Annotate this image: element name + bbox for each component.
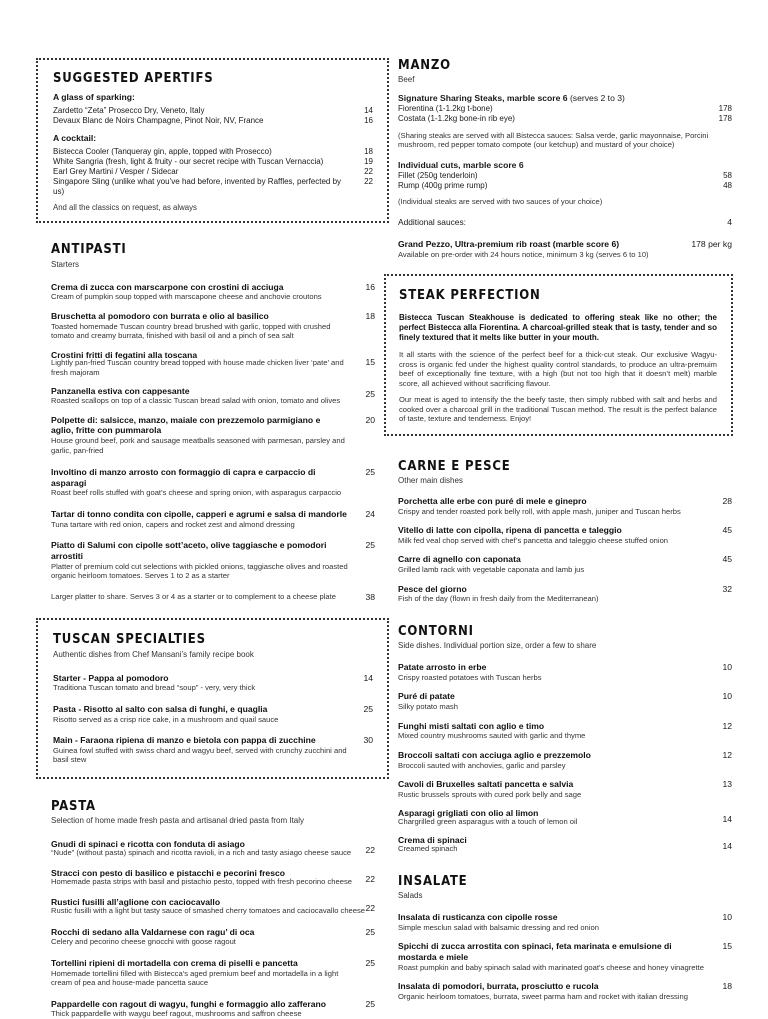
- menu-item: Crostini fritti di fegatini alla toscana 15 Lightly pan-fried Tuscan country bread topped with house made chicken liver ‘pate’ and fresh majoram: [51, 349, 375, 377]
- list-item: Costata (1-1.2kg bone-in rib eye) 178: [398, 113, 732, 123]
- menu-item: Main - Faraona ripiena di manzo e bietola con pappa di zucchine 30 Guinea fowl stuffed with swiss chard and wagyu beef, served with crunchy zucchini and basil stew: [53, 735, 373, 765]
- list-item: Singapore Sling (unlike what you’ve had before, invented by Raffles, perfected by us) 22: [53, 176, 373, 196]
- menu-item: Starter - Pappa al pomodoro 14 Traditiona Tuscan tomato and bread “soup” - very, very thick: [53, 672, 373, 693]
- glass-heading: A glass of sparking:: [53, 92, 135, 103]
- manzo-title: MANZO: [398, 58, 451, 73]
- glass-list: [53, 106, 373, 126]
- menu-item: Pesce del giorno 32 Fish of the day (flown in fresh daily from the Mediterranean): [398, 583, 732, 604]
- menu-item: Vitello di latte con cipolla, ripena di pancetta e taleggio 45 Milk fed veal chop served with chef’s pancetta and taleggio cheese stuffed onion: [398, 525, 732, 545]
- menu-item: Rocchi di sedano alla Valdarnese con ragu’ di oca 25 Celery and pecorino cheese gnocchi with goose ragout: [51, 926, 375, 947]
- antipasti-section: [36, 242, 388, 602]
- tuscan-box: [36, 618, 389, 778]
- pasta-section: [36, 799, 388, 1019]
- list-item: Devaux Blanc de Noirs Champagne, Pinot Noir, NV, France 16: [53, 115, 373, 125]
- list-item: Bistecca Cooler (Tanqueray gin, apple, topped with Prosecco) 18: [53, 146, 373, 156]
- menu-item: Patate arrosto in erbe 10 Crispy roasted potatoes with Tuscan herbs: [398, 662, 732, 682]
- aperitifs-footer: And all the classics on request, as always: [53, 202, 197, 212]
- individual-desc: (Individual steaks are served with two sauces of your choice): [398, 196, 603, 206]
- antipasti-subtitle: Starters: [51, 259, 80, 269]
- menu-item: Larger platter to share. Serves 3 or 4 as a starter or to complement to a cheese plate 38: [51, 591, 375, 602]
- menu-item: Cavoli di Bruxelles saltati pancetta e salvia 13 Rustic brussels sprouts with cured pork belly and sage: [398, 779, 732, 799]
- steak-box: [384, 274, 733, 436]
- menu-item: Insalata di rusticanza con cipolle rosse 10 Simple mesclun salad with balsamic dressing and red onion: [398, 911, 732, 932]
- menu-item: Panzanella estiva con cappesante 25 Roasted scallops on top of a classic Tuscan bread salad with onion, tomato and olives: [51, 386, 375, 406]
- menu-item: Asparagi grigliati con olio al limon 14 Chargrilled green asparagus with a touch of lemon oil: [398, 808, 732, 826]
- cocktail-heading: A cocktail:: [53, 132, 97, 143]
- menu-item: Porchetta alle erbe con puré di mele e ginepro 28 Crispy and tender roasted pork belly roll, with apple mash, juniper and Tuscan herbs: [398, 496, 732, 516]
- menu-item: Crema di zucca con marscarpone con crostini di acciuga 16 Cream of pumpkin soup topped with marscapone cheese and anchovie croutons: [51, 281, 375, 302]
- right-column: [397, 58, 732, 1001]
- menu-item: Spicchi di zucca arrostita con spinaci, feta marinata e emulsione di mostarda e miele 15 Roast pumpkin and baby spinach salad with marinated goat’s cheese and honey vinagrette: [398, 941, 732, 972]
- aperitifs-title: SUGGESTED APERTIFS: [53, 71, 214, 86]
- menu-item: Involtino di manzo arrosto con formaggio di capra e carpaccio di asparagi 25 Roast beef rolls stuffed with goat’s cheese and spring onion, with asparagus carpaccio: [51, 466, 375, 498]
- list-item: Zardetto “Zeta” Prosecco Dry, Veneto, Italy 14: [53, 105, 373, 115]
- contorni-section: [397, 624, 732, 854]
- manzo-subtitle: Beef: [398, 75, 415, 85]
- cocktail-list: [53, 147, 373, 197]
- antipasti-title: ANTIPASTI: [51, 242, 127, 258]
- menu-item: Gnudi di spinaci e ricotta con fonduta di asiago 22 “Nude” (without pasta) spinach and ricotta ravioli, in a rich and tasty asiago cheese sauce: [51, 838, 375, 857]
- menu-item: Crema di spinaci 14 Creamed spinach: [398, 835, 732, 854]
- carne-title: CARNE E PESCE: [398, 458, 511, 474]
- tuscan-subtitle: Authentic dishes from Chef Mansani’s family recipe book: [53, 649, 254, 659]
- list-item: Earl Grey Martini / Vesper / Sidecar 22: [53, 166, 373, 176]
- menu-item: Carre di agnello con caponata 45 Grilled lamb rack with vegetable caponata and lamb jus: [398, 554, 732, 575]
- carne-subtitle: Other main dishes: [398, 476, 463, 486]
- manzo-section: [397, 58, 732, 259]
- sharing-heading: Signature Sharing Steaks, marble score 6: [398, 93, 568, 104]
- steak-paragraph-1: Bistecca Tuscan Steakhouse is dedicated to offering steak like no other; the perfect Bistecca alla Fiorentina. A charcoal-grilled steak that is tasty, tender and so finely textured that it melts like butter in your mouth.: [399, 313, 717, 343]
- list-item: Fiorentina (1-1.2kg t-bone) 178: [398, 103, 732, 113]
- list-item: Fillet (250g tenderloin) 58: [398, 170, 732, 180]
- menu-item: Tortellini ripieni di mortadella con crema di piselli e pancetta 25 Homemade tortellini filled with Bistecca’s aged premium beef and mortadella in a light cream of pea and house-made pancetta sauce: [51, 957, 375, 988]
- insalate-section: [397, 874, 732, 1002]
- menu-item: Polpette di: salsicce, manzo, maiale con prezzemolo parmigiano e aglio, fritte con pummarola 20 House ground beef, pork and sausage meatballs seasoned with parmesan, parsley and garlic, pan-fried: [51, 414, 375, 455]
- list-item: Rump (400g prime rump) 48: [398, 180, 732, 190]
- grand-desc: Available on pre-order with 24 hours notice, minimum 3 kg (serves 6 to 10): [398, 249, 649, 259]
- additional-sauces: Additional sauces: 4: [398, 217, 732, 228]
- menu-item: Piatto di Salumi con cipolle sott’aceto, olive taggiasche e pomodori arrostiti 25 Platter of premium cold cut selections with pickled onions, taggiasche olives and roasted organic heirloom tomatoes. Serves 1 to 2 as a starter: [51, 540, 375, 581]
- menu-item: Stracci con pesto di basilico e pistacchi e pecorini fresco 22 Homemade pasta strips with basil and pistachio pesto, topped with fresh pecorino cheese: [51, 868, 375, 886]
- menu-item: Puré di patate 10 Silky potato mash: [398, 691, 732, 712]
- list-item: White Sangria (fresh, light & fruity - our secret recipe with Tuscan Vernaccia) 19: [53, 156, 373, 166]
- tuscan-title: TUSCAN SPECIALTIES: [53, 632, 206, 648]
- aperitifs-box: [36, 58, 389, 223]
- menu-item: Rustici fusilli all’aglione con caciocavallo 22 Rustic fusilli with a light but tasty sauce of smashed cherry tomatoes and caciocavallo cheese: [51, 897, 375, 916]
- steak-paragraph-3: Our meat is aged to intensify the the beefy taste, then simply rubbed with salt and herbs and cooked over a charcoal grill in the traditional Tuscan method. The result is the perfect balance of taste, texture and tenderness. Enjoy!: [399, 395, 717, 424]
- insalate-title: INSALATE: [398, 873, 468, 889]
- carne-section: [397, 459, 732, 604]
- steak-paragraph-2: It all starts with the science of the perfect beef for a thick-cut steak. Our exclusive Wagyu-cross is organic fed under the highest quality control standards, to produce an ultra-premuim beef of exceptionally fine texture, with a high (but not too high that it doesn’t melt) marble score, all achieved without sacrificing flavour.: [399, 350, 717, 388]
- menu-item: Tartar di tonno condita con cipolle, capperi e agrumi e salsa di mandorle 24 Tuna tartare with red onion, capers and rocket zest and almond dressing: [51, 508, 375, 529]
- menu-item: Bruschetta al pomodoro con burrata e olio al basilico 18 Toasted homemade Tuscan country bread brushed with garlic, topped with crushed tomato and creamy burrata, finished with basil oil and a pinch of sea salt: [51, 310, 375, 341]
- contorni-title: CONTORNI: [398, 623, 474, 639]
- menu-item: Broccoli saltati con acciuga aglio e prezzemolo 12 Broccoli sauted with anchovies, garlic and parsley: [398, 749, 732, 770]
- grand-pezzo: Grand Pezzo, Ultra-premium rib roast (marble score 6) 178 per kg: [398, 238, 732, 249]
- steak-title: STEAK PERFECTION: [399, 288, 541, 304]
- pasta-title: PASTA: [51, 798, 96, 814]
- menu-item: Pappardelle con ragout di wagyu, funghi e formaggio allo zafferano 25 Thick pappardelle with waygu beef ragout, mushrooms and saffron cheese: [51, 998, 375, 1019]
- pasta-subtitle: Selection of home made fresh pasta and artisanal dried pasta from Italy: [51, 815, 305, 825]
- sharing-note: (serves 2 to 3): [567, 93, 625, 104]
- contorni-subtitle: Side dishes. Individual portion size, order a few to share: [398, 641, 597, 651]
- left-column: [36, 58, 388, 1019]
- menu-item: Funghi misti saltati con aglio e timo 12 Mixed country mushrooms sauted with garlic and thyme: [398, 720, 732, 741]
- menu-item: Insalata di pomodori, burrata, prosciutto e rucola 18 Organic heirloom tomatoes, burrata, sweet parma ham and rocket with italian dressing: [398, 981, 732, 1001]
- menu-item: Pasta - Risotto al salto con salsa di funghi, e quaglia 25 Risotto served as a crisp rice cake, in a mushroom and quail sauce: [53, 703, 373, 724]
- insalate-subtitle: Salads: [398, 890, 423, 900]
- sharing-desc: (Sharing steaks are served with all Bistecca sauces: Salsa verde, garlic mayonnaise, Porcini mushroom, red pepper tomato compote (our ketchup) and mustard of your choice): [398, 130, 709, 150]
- individual-heading: Individual cuts, marble score 6: [398, 159, 524, 170]
